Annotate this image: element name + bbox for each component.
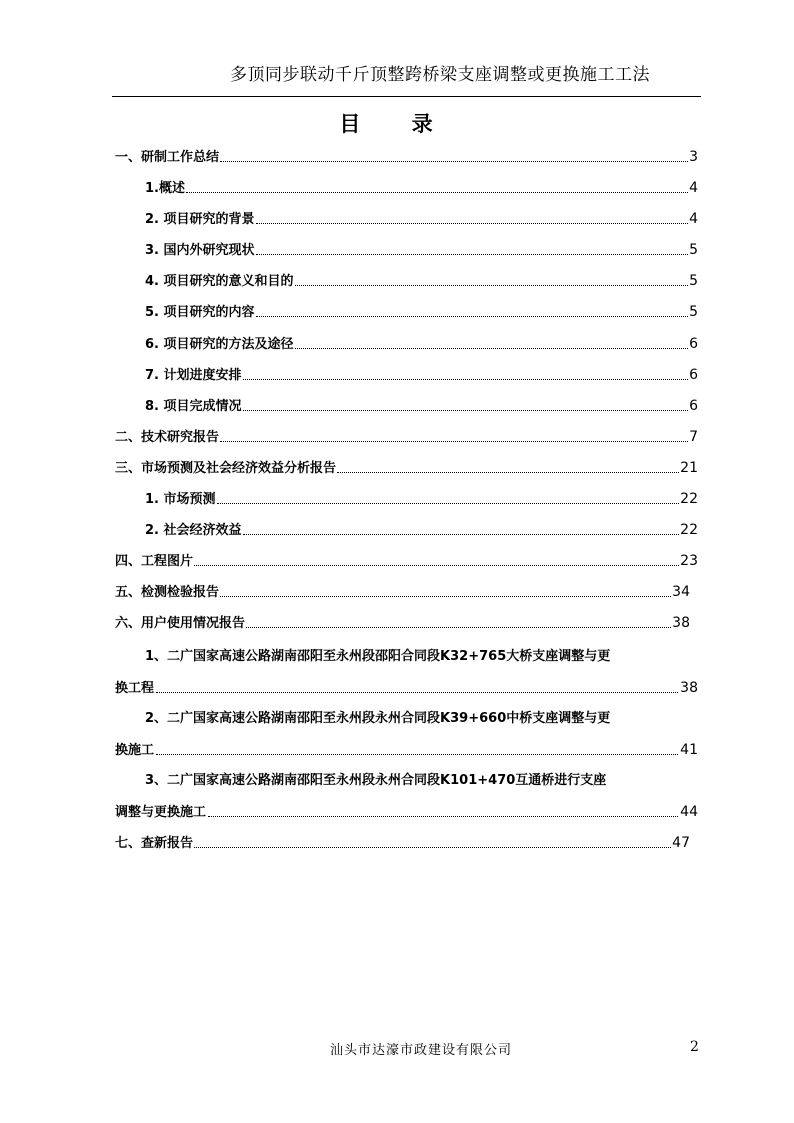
toc-entry-page: 34 [672, 584, 690, 600]
toc-entry-label: 1. 市场预测 [145, 492, 216, 507]
toc-leader [256, 222, 689, 224]
toc-entry-label: 六、用户使用情况报告 [115, 616, 246, 631]
toc-leader [256, 315, 689, 317]
toc-entry-label: 二、技术研究报告 [115, 430, 220, 445]
toc-entry-label: 三、市场预测及社会经济效益分析报告 [115, 461, 337, 476]
toc-leader [186, 191, 688, 193]
toc-entry[interactable] [115, 425, 698, 445]
toc-entry-page: 5 [689, 273, 698, 289]
toc-entry[interactable] [145, 487, 698, 507]
toc-entry[interactable] [145, 207, 698, 227]
toc-entry-label: 2. 社会经济效益 [145, 523, 242, 538]
toc-entry-page: 7 [689, 429, 698, 445]
toc-entry-multiline[interactable] [115, 769, 698, 820]
toc-leader [208, 816, 678, 817]
toc-entry-label-line1: 3、二广国家高速公路湖南邵阳至永州段永州合同段K101+470互通桥进行支座 [145, 773, 607, 788]
toc-entry-label: 一、研制工作总结 [115, 150, 220, 165]
toc-entry[interactable] [145, 518, 698, 538]
toc-entry-label-line2: 换施工 [115, 743, 155, 758]
toc-entry[interactable] [115, 831, 690, 851]
toc-entry-page: 4 [689, 211, 698, 227]
toc-entry-page: 47 [672, 835, 690, 851]
toc-entry-page: 5 [689, 304, 698, 320]
toc-entry-label: 五、检测检验报告 [115, 585, 220, 600]
toc-entry-multiline[interactable] [115, 645, 698, 696]
toc-leader [295, 347, 689, 349]
header-title: 多顶同步联动千斤顶整跨桥梁支座调整或更换施工工法 [230, 65, 650, 85]
toc-entry[interactable] [145, 332, 698, 352]
toc-entry-label: 8. 项目完成情况 [145, 399, 242, 414]
toc-entry[interactable] [115, 145, 698, 165]
toc-entry-label: 四、工程图片 [115, 554, 194, 569]
toc-entry-label: 2. 项目研究的背景 [145, 212, 255, 227]
toc-entry-page: 38 [672, 615, 690, 631]
footer-company: 汕头市达濠市政建设有限公司 [330, 1043, 513, 1058]
toc-entry[interactable] [145, 269, 698, 289]
toc-entry-label: 1.概述 [145, 181, 185, 196]
toc-entry[interactable] [115, 580, 690, 600]
toc-entry[interactable] [115, 456, 698, 476]
toc-entry-page: 5 [689, 242, 698, 258]
toc-entry-page: 6 [689, 336, 698, 352]
toc-entry-label: 3. 国内外研究现状 [145, 243, 255, 258]
toc-entry-page: 6 [689, 367, 698, 383]
toc-leader [243, 378, 689, 380]
toc-leader [295, 284, 689, 286]
toc-entry-page: 3 [689, 149, 698, 165]
toc-entry-page: 22 [680, 522, 698, 538]
toc-leader [220, 595, 671, 597]
toc-entry-label: 7. 计划进度安排 [145, 368, 242, 383]
toc-leader [194, 564, 679, 566]
toc-entry-label-line1: 2、二广国家高速公路湖南邵阳至永州段永州合同段K39+660中桥支座调整与更 [145, 711, 611, 726]
toc-entry[interactable] [145, 363, 698, 383]
toc-entry-label-line2: 调整与更换施工 [115, 805, 207, 820]
header-rule [112, 96, 701, 97]
toc-entry-multiline[interactable] [115, 707, 698, 758]
toc-entry[interactable] [145, 394, 698, 414]
toc-leader [256, 253, 689, 255]
toc-entry-page: 21 [680, 460, 698, 476]
toc-leader [243, 409, 689, 411]
toc-entry[interactable] [145, 176, 698, 196]
toc-entry-label: 4. 项目研究的意义和目的 [145, 274, 294, 289]
toc-entry[interactable] [145, 238, 698, 258]
toc-leader [217, 502, 680, 504]
footer-page-number: 2 [690, 1039, 699, 1055]
toc-entry[interactable] [115, 549, 698, 569]
toc-leader [220, 440, 688, 442]
toc-leader [156, 754, 678, 755]
toc-entry-label-line2: 换工程 [115, 681, 155, 696]
toc-entry-page: 38 [680, 680, 698, 696]
toc-entry-page: 23 [680, 553, 698, 569]
toc-leader [220, 160, 688, 162]
toc-entry-page: 41 [680, 742, 698, 758]
toc-entry-label: 七、查新报告 [115, 836, 194, 851]
toc-entry-page: 22 [680, 491, 698, 507]
toc-leader [156, 692, 678, 693]
toc-leader [243, 533, 680, 535]
toc-entry[interactable] [115, 611, 690, 631]
toc-leader [337, 471, 679, 473]
toc-entry-label: 6. 项目研究的方法及途径 [145, 337, 294, 352]
toc-entry-page: 44 [680, 804, 698, 820]
toc-leader [194, 846, 671, 848]
toc-heading: 目 录 [339, 112, 455, 136]
toc-entry-label-line1: 1、二广国家高速公路湖南邵阳至永州段邵阳合同段K32+765大桥支座调整与更 [145, 649, 611, 664]
toc-entry-label: 5. 项目研究的内容 [145, 305, 255, 320]
toc-leader [246, 626, 671, 628]
toc-entry-page: 6 [689, 398, 698, 414]
toc-entry[interactable] [145, 300, 698, 320]
toc-entry-page: 4 [689, 180, 698, 196]
